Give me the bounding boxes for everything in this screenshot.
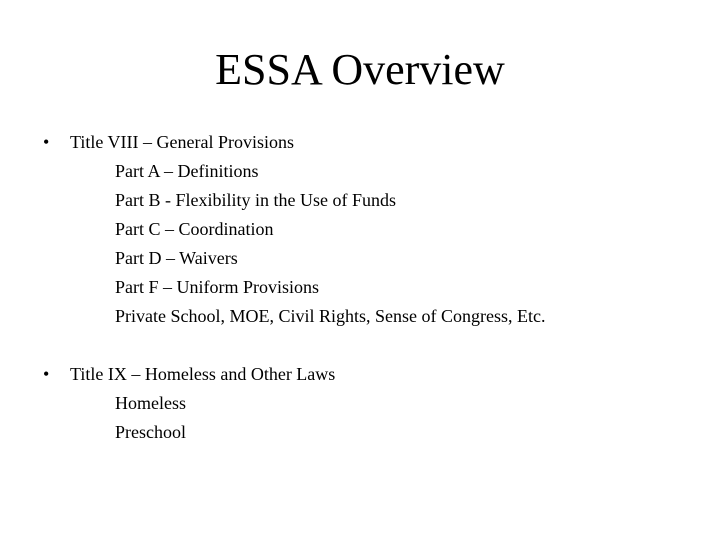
- sub-item: Part B - Flexibility in the Use of Funds: [115, 190, 396, 210]
- sub-item: Part C – Coordination: [115, 219, 274, 239]
- bullet-title-ix: [0, 360, 720, 389]
- sub-item: Part D – Waivers: [115, 248, 238, 268]
- sub-item: Part F – Uniform Provisions: [115, 277, 320, 297]
- slide-title: ESSA Overview: [215, 45, 505, 94]
- sub-item: Homeless: [115, 393, 186, 413]
- spacer: [0, 331, 720, 360]
- bullet-dot: •: [43, 132, 50, 152]
- sub-item: Part A – Definitions: [115, 161, 259, 181]
- section-heading: Title IX – Homeless and Other Laws: [70, 364, 336, 384]
- bullet-title-viii: [0, 128, 720, 157]
- sub-item: Private School, MOE, Civil Rights, Sense of Congress, Etc.: [115, 306, 546, 326]
- bullet-dot: •: [43, 364, 50, 384]
- sub-item: Preschool: [115, 422, 186, 442]
- slide-body: [0, 128, 720, 447]
- section-heading: Title VIII – General Provisions: [70, 132, 294, 152]
